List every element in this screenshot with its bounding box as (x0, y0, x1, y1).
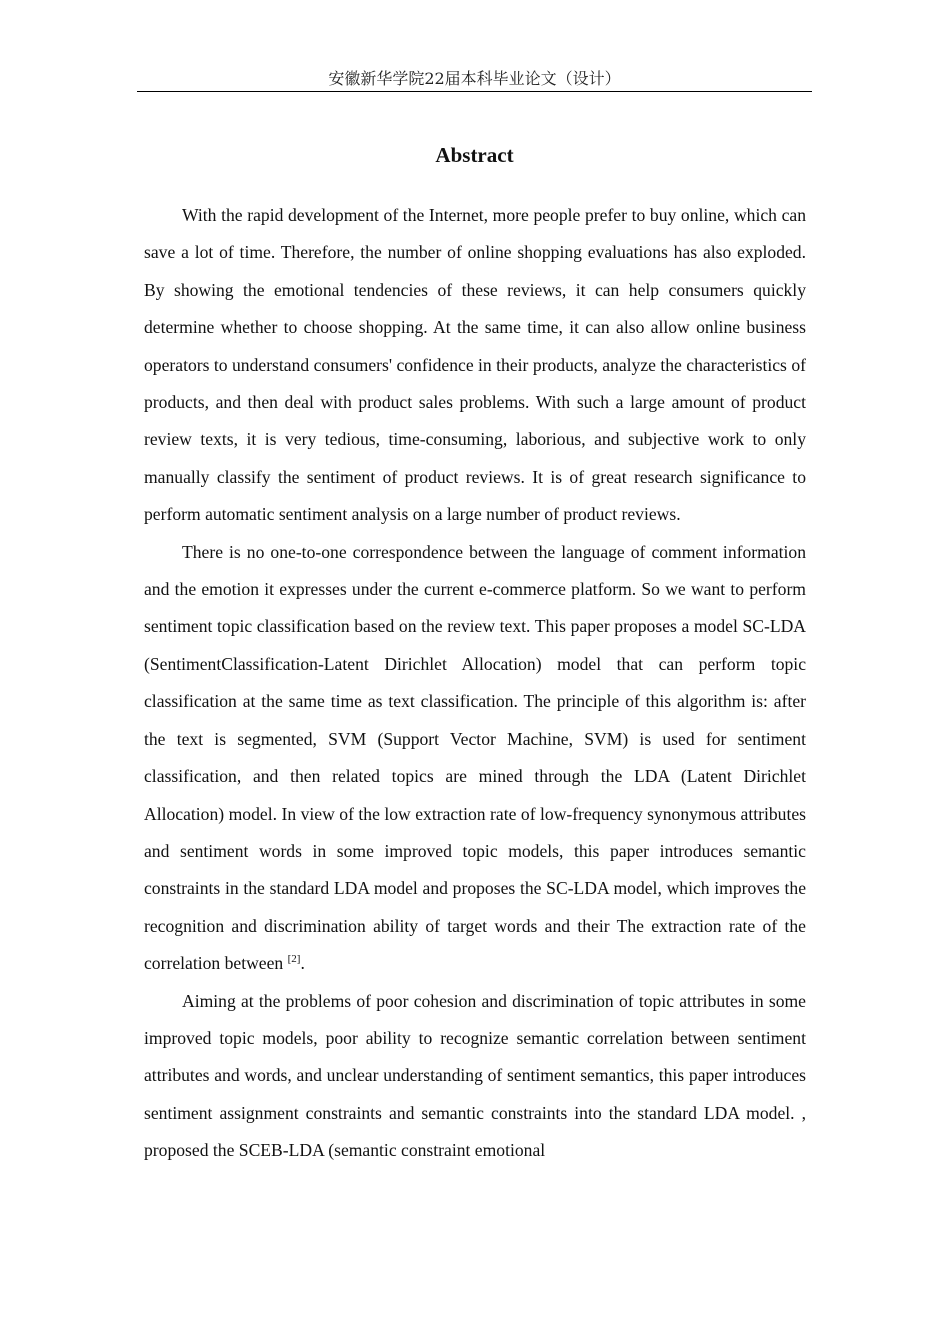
abstract-body (144, 197, 806, 1170)
paragraph-text: With the rapid development of the Internet, more people prefer to buy online, which can save a lot of time. Therefore, the number of online shopping evaluations has also exploded. By showing the emotional tendencies of these reviews, it can help consumers quickly determine whether to choose shopping. At the same time, it can also allow online business operators to understand consumers' confidence in their products, analyze the characteristics of products, and then deal with product sales problems. With such a large amount of product review texts, it is very tedious, time-consuming, laborious, and subjective work to only manually classify the sentiment of product reviews. It is of great research significance to perform automatic sentiment analysis on a large number of product reviews. (144, 205, 806, 525)
abstract-paragraph-1 (144, 197, 806, 534)
abstract-paragraph-3 (144, 983, 806, 1170)
sentence-end: . (300, 953, 305, 974)
paragraph-text: Aiming at the problems of poor cohesion and discrimination of topic attributes in some improved topic models, poor ability to recognize semantic correlation between sentiment attributes and words, and unclear understanding of sentiment semantics, this paper introduces sentiment assignment constraints and semantic constraints into the standard LDA model. , proposed the SCEB-LDA (semantic constraint emotional (144, 990, 806, 1161)
running-header: 安徽新华学院22届本科毕业论文（设计） (328, 69, 621, 88)
abstract-paragraph-2 (144, 534, 806, 983)
header-rule (137, 91, 812, 92)
abstract-title: Abstract (435, 143, 514, 168)
citation-reference[interactable]: [2] (287, 953, 301, 966)
paragraph-text: There is no one-to-one correspondence between the language of comment information and the emotion it expresses under the current e-commerce platform. So we want to perform sentiment topic classification based on the review text. This paper proposes a model SC-LDA (SentimentClassification-Latent Dirichlet Allocation) model that can perform topic classification at the same time as text classification. The principle of this algorithm is: after the text is segmented, SVM (Support Vector Machine, SVM) is used for sentiment classification, and then related topics are mined through the LDA (Latent Dirichlet Allocation) model. In view of the low extraction rate of low-frequency synonymous attributes and sentiment words in some improved topic models, this paper introduces semantic constraints in the standard LDA model and proposes the SC-LDA model, which improves the recognition and discrimination ability of target words and their The extraction rate of the correlation between (144, 541, 806, 974)
